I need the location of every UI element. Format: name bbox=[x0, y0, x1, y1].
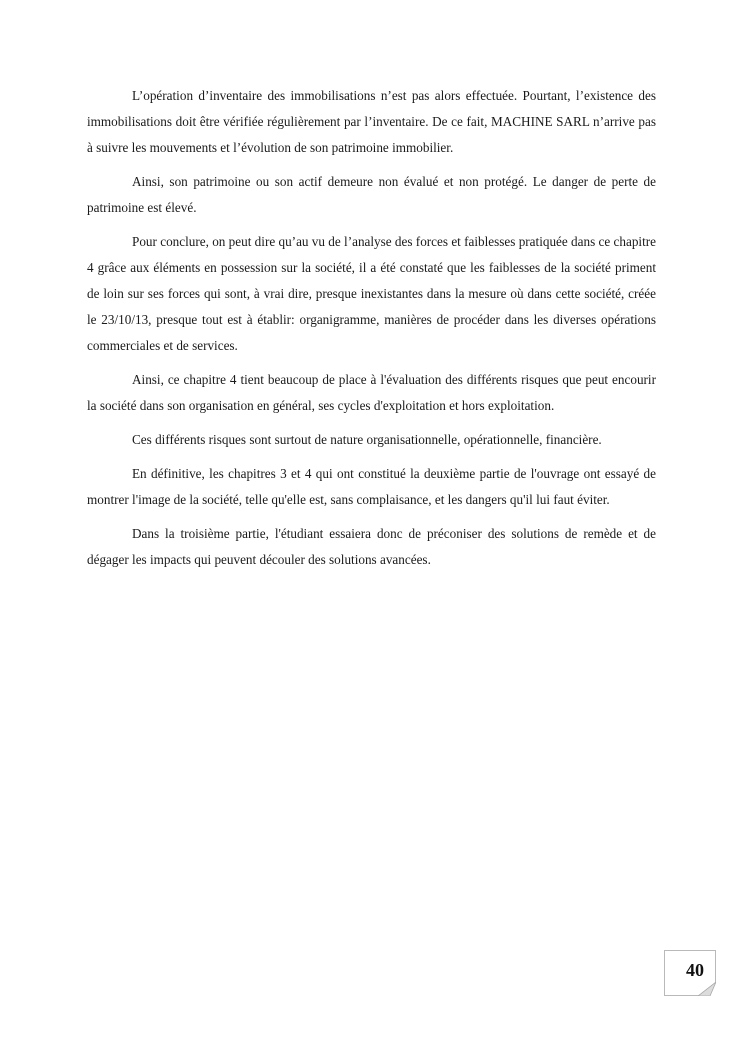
document-body bbox=[87, 83, 656, 581]
paragraph-conclusion: Pour conclure, on peut dire qu’au vu de l’analyse des forces et faiblesses pratiquée dans ce chapitre 4 grâce aux éléments en possession sur la société, il a été constaté que les faiblesses de la société priment de loin sur ses forces qui sont, à vrai dire, presque inexistantes dans la mesure où dans cette société, créée le 23/10/13, presque tout est à établir: organigramme, manières de procéder dans les diverses opérations commerciales et de services. bbox=[87, 234, 656, 353]
paragraph-risk-nature: Ces différents risques sont surtout de nature organisationnelle, opérationnelle, financière. bbox=[132, 432, 602, 447]
paragraph-third-part: Dans la troisième partie, l'étudiant essaiera donc de préconiser des solutions de remède et de dégager les impacts qui peuvent découler des solutions avancées. bbox=[87, 526, 656, 567]
page-curl-icon bbox=[698, 982, 716, 996]
page-number: 40 bbox=[686, 960, 704, 980]
paragraph-inventory: L’opération d’inventaire des immobilisations n’est pas alors effectuée. Pourtant, l’existence des immobilisations doit être vérifiée régulièrement par l’inventaire. De ce fait, MACHINE SARL n’arrive pas à suivre les mouvements et l’évolution de son patrimoine immobilier. bbox=[87, 88, 656, 155]
paragraph-definitive: En définitive, les chapitres 3 et 4 qui ont constitué la deuxième partie de l'ouvrage ont essayé de montrer l'image de la société, telle qu'elle est, sans complaisance, et les dangers qu'il lui faut éviter. bbox=[87, 466, 656, 507]
paragraph-chapter-risks: Ainsi, ce chapitre 4 tient beaucoup de place à l'évaluation des différents risques que peut encourir la société dans son organisation en général, ses cycles d'exploitation et hors exploitation. bbox=[87, 372, 656, 413]
paragraph-patrimony-risk: Ainsi, son patrimoine ou son actif demeure non évalué et non protégé. Le danger de perte de patrimoine est élevé. bbox=[87, 174, 656, 215]
page-number-box bbox=[664, 950, 716, 996]
